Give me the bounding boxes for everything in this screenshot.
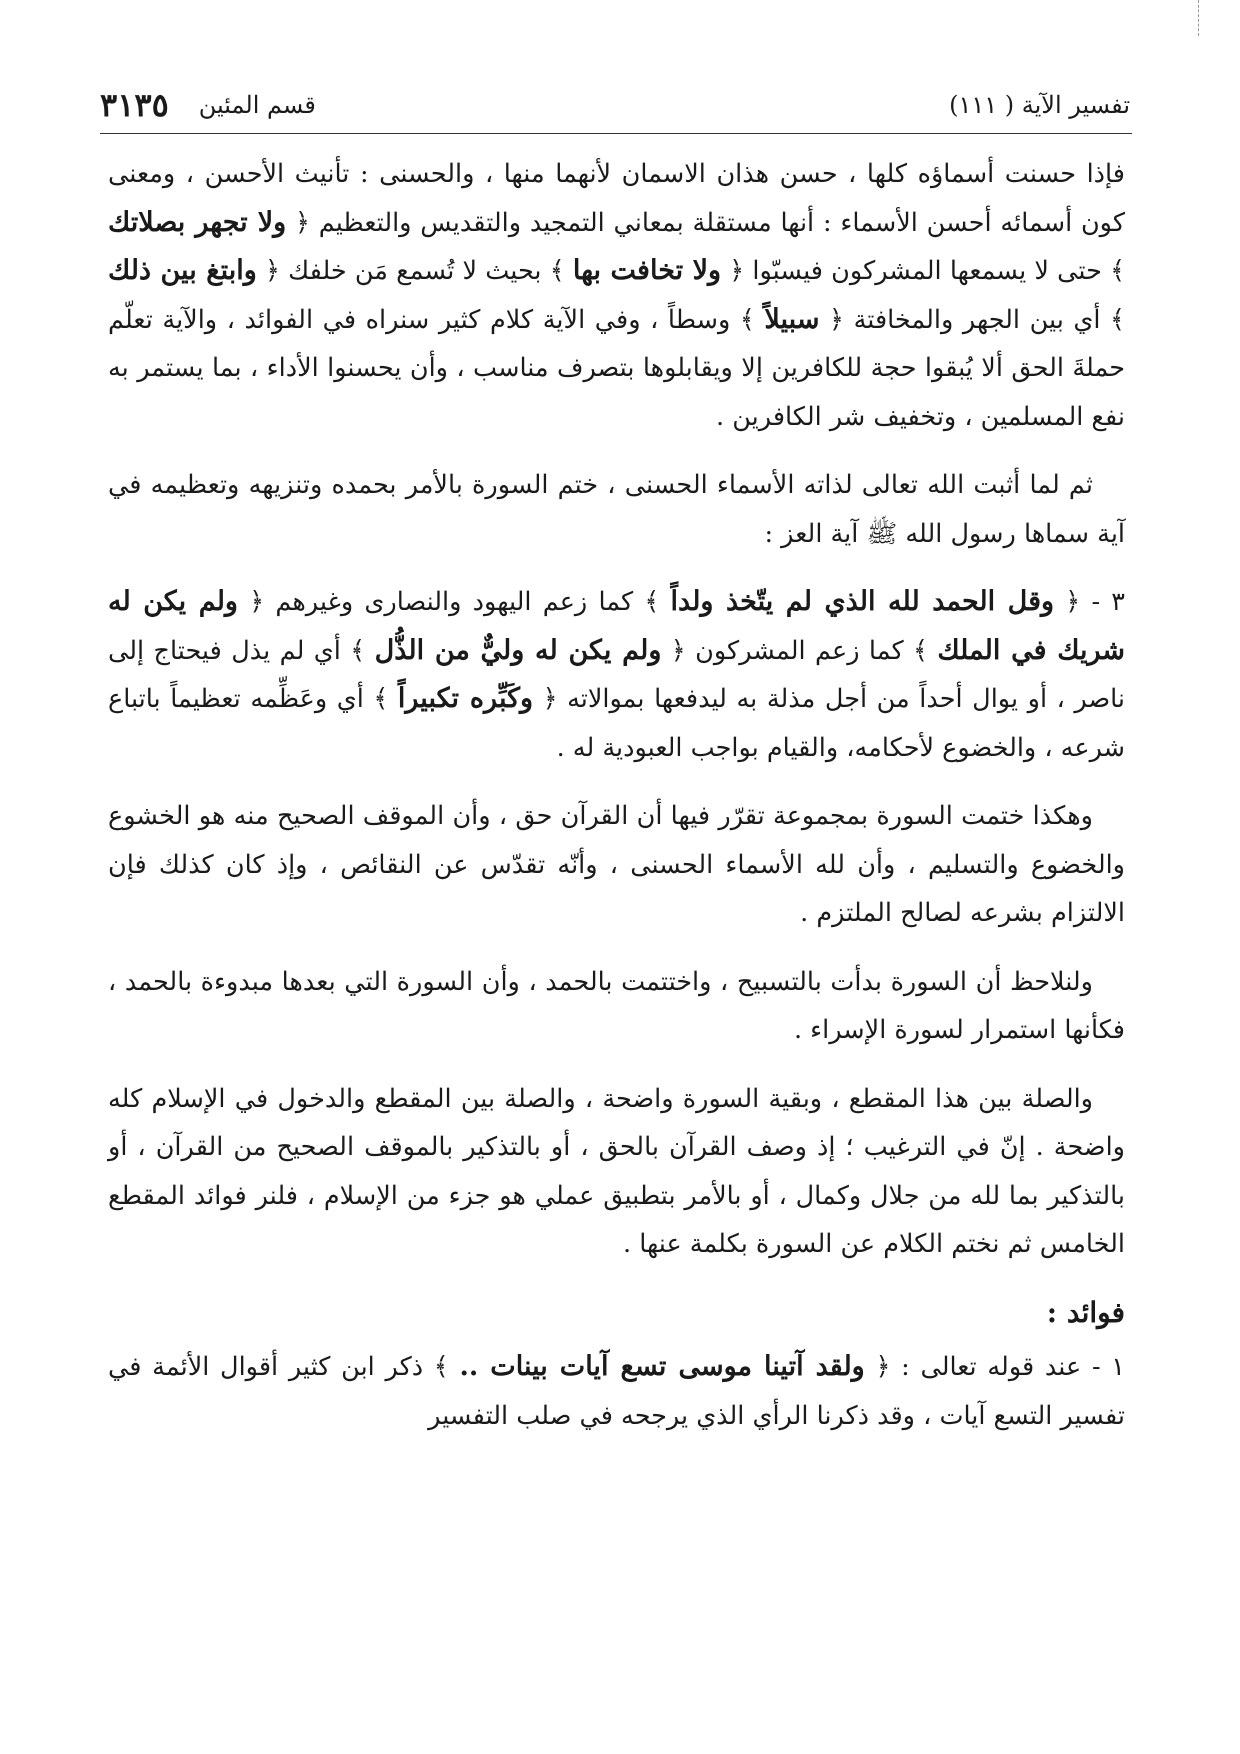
paragraph-6: والصلة بين هذا المقطع ، وبقية السورة واضحة ، والصلة بين المقطع والدخول في الإسلام كله واضحة . إنّ في الترغيب ؛ إذ وصف القرآن بالحق ، أو بالتذكير بالموقف الصحيح من القرآن ، أو بالتذكير بما لله من جلال وكمال ، أو بالأمر بتطبيق عملي هو جزء من الإسلام ، فلنر فوائد المقطع الخامس ثم نختم الكلام عن السورة بكلمة عنها .	[108, 1083, 1125, 1259]
verse-quote: ولا تجهر بصلاتك	[108, 206, 287, 238]
verse-quote: ولا تخافت بها	[572, 255, 722, 286]
verse-quote: ولقد آتينا موسى تسع آيات بينات ..	[459, 1351, 865, 1382]
text-run: ﴾ أي بين الجهر والمخافتة ﴿	[829, 304, 1125, 335]
text-run: ﴾ كما زعم المشركون ﴿	[670, 635, 928, 666]
text-run: ﴾ كما زعم اليهود والنصارى وغيرهم ﴿	[249, 587, 660, 617]
text-run: ﴾ أي وعَظِّمه تعظيماً باتباع شرعه ، والخضوع لأحكامه، والقيام بواجب العبودية له .	[108, 684, 1125, 763]
text-run: ﴾ ذكر ابن كثير أقوال الأئمة في تفسير التسع آيات ، وقد ذكرنا الرأي الذي يرجحه في صلب التفسير	[108, 1352, 1125, 1431]
section-title: قسم المئين	[198, 91, 316, 119]
page-edge-mark	[1198, 0, 1201, 36]
verse-quote: وقل الحمد لله الذي لم يتّخذ ولداً	[670, 586, 1055, 617]
page-number: ٣١٣٥	[100, 86, 169, 124]
paragraph-3-verse-commentary	[108, 578, 1125, 772]
verse-number: ٣ - ﴿	[1065, 587, 1125, 617]
verse-quote: سبيلاً	[764, 303, 820, 335]
paragraph-2: ثم لما أثبت الله تعالى لذاته الأسماء الحسنى ، ختم السورة بالأمر بحمده وتنزيهه وتعظيمه في آية سماها رسول الله ﷺ آية العز :	[108, 470, 1125, 549]
text-run: ﴾ أي لم يذل فيحتاج إلى ناصر ، أو يوال أحداً من أجل مذلة به ليدفعها بموالاته ﴿	[108, 635, 1126, 714]
page-body	[108, 150, 1125, 1460]
text-run: ﴾ حتى لا يسمعها المشركون فيسبّوا ﴿	[729, 256, 1126, 286]
text-run: فإذا حسنت أسماؤه كلها ، حسن هذان الاسمان لأنهما منها ، والحسنى : تأنيث الأحسن ، ومعنى كون أسمائه أحسن الأسماء : أنها مستقلة بمعاني التمجيد والتقديس والتعظيم ﴿	[108, 159, 1125, 238]
verse-quote: ولم يكن له وليٌّ من الذُّل	[374, 634, 662, 666]
paragraph-1	[108, 150, 1125, 441]
benefits-heading: فوائد :	[1046, 1295, 1125, 1329]
text-run: ﴾ بحيث لا تُسمع مَن خلفك ﴿	[264, 256, 565, 286]
verse-quote: ولم يكن له شريك في الملك	[108, 586, 1126, 666]
text-run: ﴾ وسطاً ، وفي الآية كلام كثير سنراه في الفوائد ، والآية تعلّم حملةَ الحق ألا يُبقوا حجة للكافرين إلا ويقابلوها بتصرف مناسب ، وأن يحسنوا الأداء ، بما يستمر به نفع المسلمين ، وتخفيف شر الكافرين .	[108, 304, 1125, 432]
verse-quote: وكَبِّره تكبيراً	[397, 683, 533, 714]
paragraph-5: ولنلاحظ أن السورة بدأت بالتسبيح ، واختتمت بالحمد ، وأن السورة التي بعدها مبدوءة بالحمد ، فكأنها استمرار لسورة الإسراء .	[108, 966, 1125, 1045]
header-divider	[100, 133, 1132, 134]
header-left	[100, 86, 316, 124]
benefit-number: ١ - عند قوله تعالى : ﴿	[875, 1352, 1125, 1382]
paragraph-4: وهكذا ختمت السورة بمجموعة تقرّر فيها أن القرآن حق ، وأن الموقف الصحيح منه هو الخشوع والخضوع والتسليم ، وأن لله الأسماء الحسنى ، وأنّه تقدّس عن النقائص ، وإذ كان كذلك فإن الالتزام بشرعه لصالح الملتزم .	[108, 801, 1125, 928]
verse-quote: وابتغ بين ذلك	[108, 255, 257, 286]
paragraph-7-benefit-1	[108, 1343, 1125, 1440]
chapter-title: تفسير الآية ( ١١١)	[949, 91, 1130, 119]
header-right	[949, 91, 1130, 119]
running-header	[100, 82, 1130, 128]
